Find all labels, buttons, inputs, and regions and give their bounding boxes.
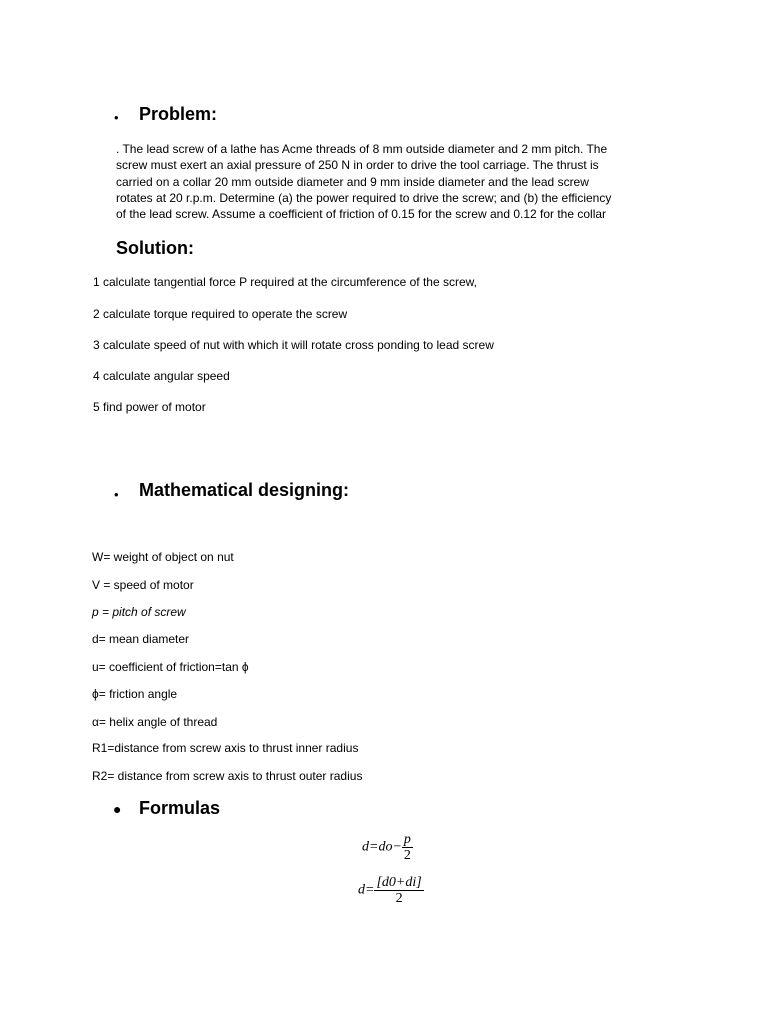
bullet-icon: ● — [113, 801, 122, 817]
solution-step: 2 calculate torque required to operate the screw — [93, 307, 348, 321]
formula-fraction — [374, 875, 423, 906]
problem-heading: Problem: — [139, 104, 218, 124]
formulas-heading: Formulas — [139, 798, 221, 818]
problem-line: . The lead screw of a lathe has Acme threads of 8 mm outside diameter and 2 mm pitch. The — [116, 142, 608, 156]
formula-denominator: 2 — [395, 891, 403, 906]
problem-line: rotates at 20 r.p.m. Determine (a) the power required to drive the screw; and (b) the efficiency — [116, 190, 612, 205]
definition-item: p = pitch of screw — [92, 605, 186, 619]
definition-item: ϕ= friction angle — [92, 687, 178, 701]
design-heading: Mathematical designing: — [139, 480, 350, 500]
formula-numerator: p — [403, 832, 411, 847]
bullet-icon: • — [114, 110, 119, 125]
solution-step: 4 calculate angular speed — [93, 369, 230, 383]
definition-item: u= coefficient of friction=tan ϕ — [92, 660, 249, 674]
formula-numerator: [d0+di] — [376, 875, 422, 890]
definition-item: W= weight of object on nut — [92, 550, 234, 564]
formula-mean-diameter-1 — [362, 832, 413, 863]
definition-item: α= helix angle of thread — [92, 715, 218, 729]
definition-item: d= mean diameter — [92, 632, 190, 646]
solution-step: 1 calculate tangential force P required at the circumference of the screw, — [93, 275, 477, 289]
formula-mean-diameter-2 — [358, 875, 424, 906]
formula-denominator: 2 — [403, 848, 411, 863]
problem-line: of the lead screw. Assume a coefficient of friction of 0.15 for the screw and 0.12 for the collar — [116, 207, 607, 222]
solution-step: 3 calculate speed of nut with which it will rotate cross ponding to lead screw — [93, 338, 494, 352]
definition-item: V = speed of motor — [92, 578, 194, 592]
definition-item: R2= distance from screw axis to thrust outer radius — [92, 769, 363, 783]
problem-line: carried on a collar 20 mm outside diameter and 9 mm inside diameter and the lead screw — [116, 174, 589, 189]
formula-fraction — [402, 832, 413, 863]
solution-step: 5 find power of motor — [93, 400, 206, 414]
problem-line: screw must exert an axial pressure of 250 N in order to drive the tool carriage. The thrust is — [116, 158, 599, 173]
definition-item: R1=distance from screw axis to thrust inner radius — [92, 741, 359, 755]
formula-lhs: d= — [358, 882, 375, 898]
problem-text — [116, 141, 676, 222]
bullet-icon: • — [114, 487, 119, 502]
solution-heading: Solution: — [116, 238, 194, 258]
formula-lhs: d=do− — [362, 839, 402, 855]
